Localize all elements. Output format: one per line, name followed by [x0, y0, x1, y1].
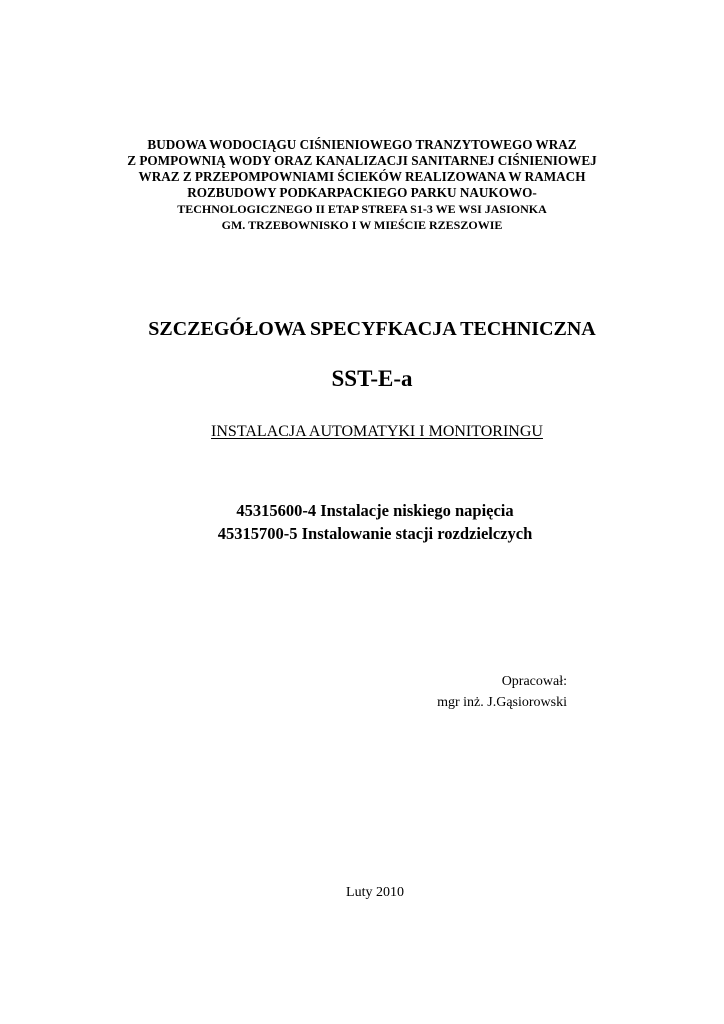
specification-subject-text: INSTALACJA AUTOMATYKI I MONITORINGU [211, 423, 543, 440]
document-date: Luty 2010 [346, 885, 404, 900]
project-title-line-4: ROZBUDOWY PODKARPACKIEGO PARKU NAUKOWO- [187, 185, 537, 200]
project-title-line-5: TECHNOLOGICZNEGO II ETAP STREFA S1-3 WE WSI JASIONKA [177, 202, 547, 216]
project-title-line-3: WRAZ Z PRZEPOMPOWNIAMI ŚCIEKÓW REALIZOWANA W RAMACH [138, 169, 586, 184]
project-title-line-6: GM. TRZEBOWNISKO I W MIEŚCIE RZESZOWIE [221, 218, 503, 232]
project-title-block [0, 137, 724, 233]
author-label: Opracował: [501, 674, 567, 689]
author-name: mgr inż. J.Gąsiorowski [437, 695, 567, 710]
project-title-line-2: Z POMPOWNIĄ WODY ORAZ KANALIZACJI SANITARNEJ CIŚNIENIOWEJ [127, 153, 597, 168]
specification-title: SZCZEGÓŁOWA SPECYFKACJA TECHNICZNA [148, 318, 596, 340]
cpv-codes-block [0, 499, 724, 545]
cpv-code-line-1: 45315600-4 Instalacje niskiego napięcia [236, 501, 514, 520]
specification-code: SST-E-a [331, 366, 413, 391]
project-title-line-1: BUDOWA WODOCIĄGU CIŚNIENIOWEGO TRANZYTOWEGO WRAZ [147, 137, 577, 152]
author-block [437, 671, 567, 713]
specification-subject [0, 422, 724, 442]
cpv-code-line-2: 45315700-5 Instalowanie stacji rozdzielczych [217, 524, 533, 543]
